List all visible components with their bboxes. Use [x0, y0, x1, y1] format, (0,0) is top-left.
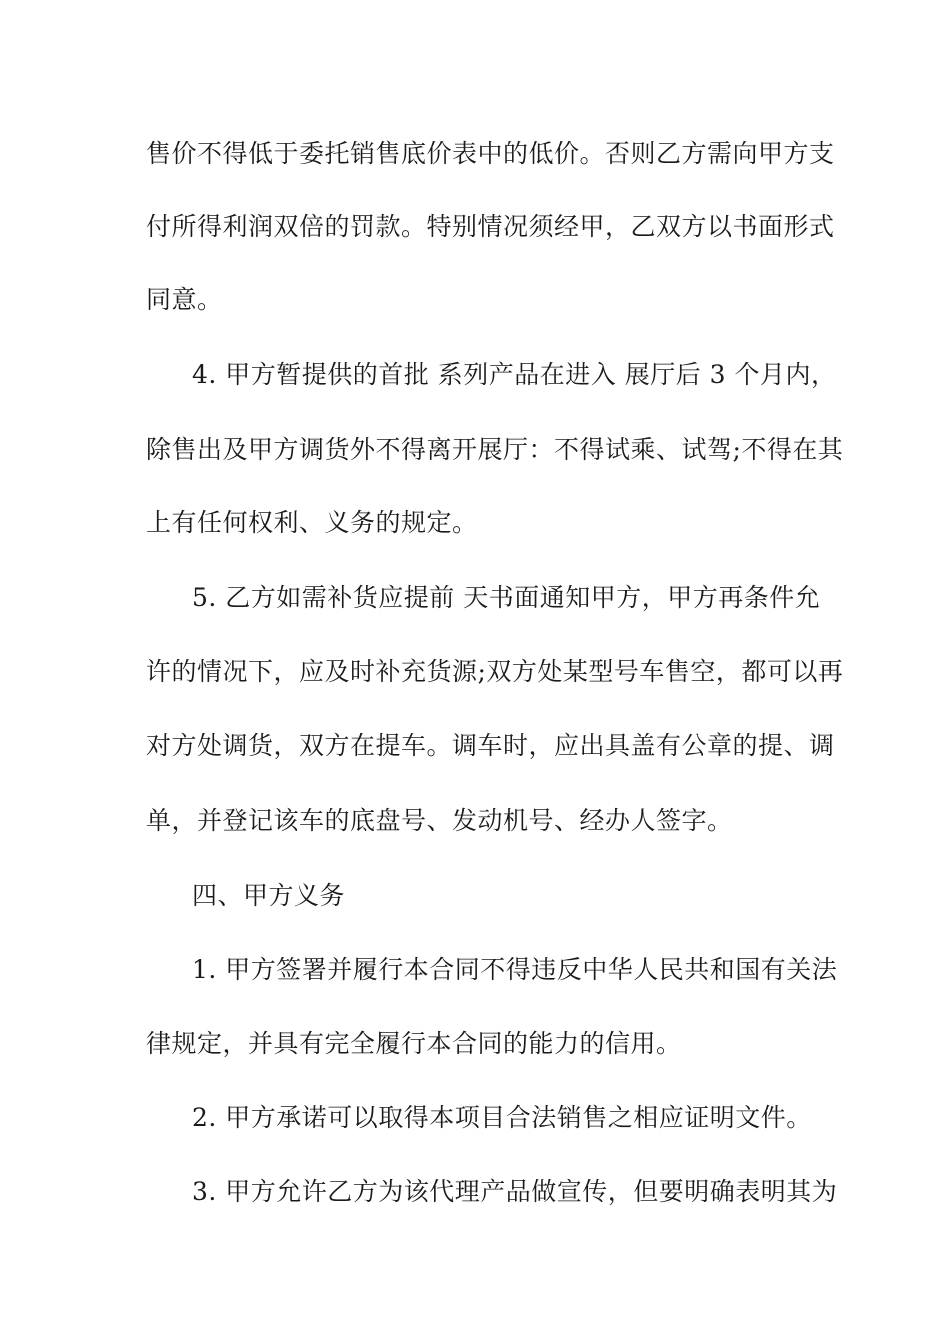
- section-heading: 四、甲方义务: [192, 881, 346, 910]
- text-line: 除售出及甲方调货外不得离开展厅：不得试乘、试驾;不得在其: [146, 435, 844, 464]
- list-item-line: 4. 甲方暂提供的首批 系列产品在进入 展厅后 3 个月内，: [192, 360, 837, 389]
- text-line: 同意。: [146, 285, 223, 314]
- list-item-line: 2. 甲方承诺可以取得本项目合法销售之相应证明文件。: [192, 1103, 812, 1132]
- text-line: 许的情况下，应及时补充货源;双方处某型号车售空，都可以再: [146, 657, 844, 686]
- text-line: 付所得利润双倍的罚款。特别情况须经甲，乙双方以书面形式: [146, 212, 835, 241]
- text-line: 单，并登记该车的底盘号、发动机号、经办人签字。: [146, 806, 733, 835]
- text-line: 上有任何权利、义务的规定。: [146, 508, 478, 537]
- text-line: 售价不得低于委托销售底价表中的低价。否则乙方需向甲方支: [146, 139, 835, 168]
- list-item-line: 3. 甲方允许乙方为该代理产品做宣传，但要明确表明其为: [192, 1177, 838, 1206]
- text-line: 对方处调货，双方在提车。调车时，应出具盖有公章的提、调: [146, 731, 835, 760]
- text-line: 律规定，并具有完全履行本合同的能力的信用。: [146, 1029, 682, 1058]
- list-item-line: 1. 甲方签署并履行本合同不得违反中华人民共和国有关法: [192, 955, 838, 984]
- list-item-line: 5. 乙方如需补货应提前 天书面通知甲方，甲方再条件允: [192, 583, 821, 612]
